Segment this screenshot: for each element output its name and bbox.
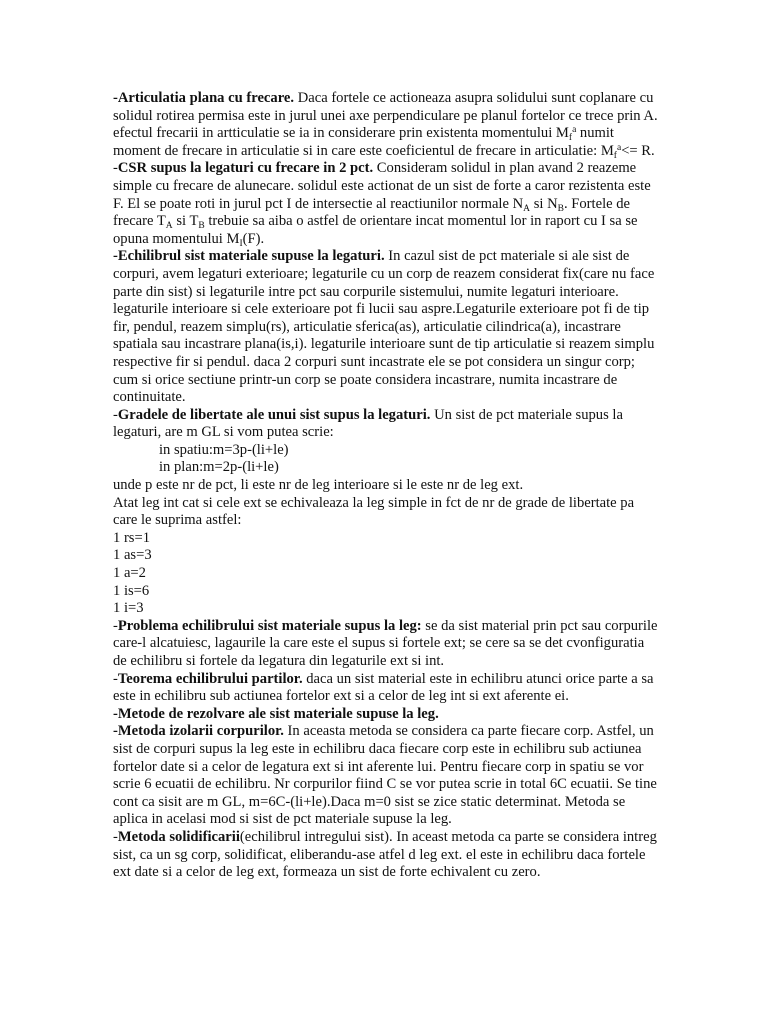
paragraph-articulatia-plana	[113, 90, 658, 160]
paragraph-text: (echilibrul intregului sist). In aceast metoda ca parte se considera intreg sist, ca un sg corp, solidificat, eliberandu-ase atfel d leg ext. el este in echilibru daca fortele ext date si a celor de leg ext, formeaza un sist de forte echivalent cu zero.	[113, 828, 657, 881]
heading-metoda-izolarii: -Metoda izolarii corpurilor.	[113, 723, 284, 740]
paragraph-text: Un sist de pct materiale supus la legaturi, are m GL si vom putea scrie:	[113, 406, 623, 441]
paragraph-teorema-echilibrului	[113, 671, 658, 706]
heading-echilibrul-sist: -Echilibrul sist materiale supuse la legaturi.	[113, 248, 385, 265]
subscript: A	[523, 203, 531, 214]
subscript: B	[198, 221, 205, 232]
paragraph-text: Daca fortele ce actioneaza asupra solidului sunt coplanare cu solidul rotirea permisa este in jurul unei axe perpendiculare pe planul fortelor ce trece prin A. efectul frecarii in artticulatie se ia in considerare prin existenta momentului M	[113, 90, 658, 142]
superscript: a	[616, 142, 622, 153]
paragraph-metode-rezolvare	[113, 706, 658, 724]
list-item: 1 a=2	[113, 565, 146, 582]
superscript: a	[572, 125, 577, 136]
paragraph-gradele-libertate	[113, 407, 658, 442]
paragraph-text: trebuie sa aiba o astfel de orientare incat momentul lor in raport cu I sa se opuna momentului M	[113, 213, 638, 247]
paragraph-text: si T	[172, 213, 199, 230]
paragraph-metoda-izolarii	[113, 723, 658, 829]
paragraph-text: Consideram solidul in plan avand 2 reazeme simple cu frecare de alunecare. solidul este actionat de un sist de forte a caror rezistenta este F. El se poate roti in jurul pct I de intersectie al reactiunilor normale N	[113, 160, 651, 212]
heading-csr-frecare: CSR supus la legaturi cu frecare in 2 pct.	[117, 160, 374, 177]
paragraph-text: . Fortele de frecare T	[113, 195, 631, 230]
dash: -	[113, 828, 118, 845]
list-item: 1 as=3	[113, 547, 152, 564]
document-page	[113, 90, 658, 882]
paragraph-csr-frecare	[113, 160, 658, 248]
list-item: 1 rs=1	[113, 529, 151, 546]
paragraph-text: In cazul sist de pct materiale si ale sist de corpuri, avem legaturi exterioare; legaturile cu un corp de reazem considerat fix(care nu face parte din sist) si legaturile intre pct sau corpurile sistemului, numite legaturi interioare. legaturile interioare si cele exterioare pot fi lucii sau aspre.Legaturile exterioare pot fi de tip fir, pendul, reazem simplu(rs), articulatie sferica(as), articulatie cilindrica(a), incastrare spatiala sau incastrare plana(is,i). legaturile interioare sunt de tip articulatie si reazem simplu respective fir si pendul. daca 2 corpuri sunt incastrate ele se pot considera un singur corp; cum si orice sectiune printr-un corp se poate considera incastrare, numita incastrare de continuitate.	[113, 248, 655, 406]
subscript: f	[568, 133, 573, 144]
formula-plan: in plan:m=2p-(li+le)	[159, 459, 279, 476]
heading-problema-echilibrului: Problema echilibrului sist materiale supus la leg:	[117, 617, 422, 634]
paragraph-metoda-solidificarii	[113, 829, 658, 882]
subscript: A	[165, 221, 173, 232]
paragraph-problema-echilibrului	[113, 618, 658, 671]
paragraph-text: si N	[530, 195, 558, 212]
list-item: 1 i=3	[113, 600, 144, 617]
dash: -	[113, 406, 118, 423]
dash: -	[113, 160, 118, 177]
dash: -	[113, 670, 118, 687]
subscript: B	[557, 203, 564, 214]
dash: -	[113, 617, 118, 634]
paragraph-text: se da sist material prin pct sau corpurile care-l alcatuiesc, lagaurile la care este el supus si fortele ext; se cere sa se det cvonfiguratia de echilibru si fortele da legatura din legaturile ext si int.	[113, 617, 658, 669]
subscript: I	[239, 238, 243, 249]
paragraph-text: (F).	[242, 230, 265, 247]
heading-teorema-echilibrului: Teorema echilibrului partilor.	[117, 670, 303, 687]
heading-gradele-libertate: Gradele de libertate ale unui sist supus la legaturi.	[117, 406, 431, 423]
subscript: f	[613, 150, 617, 161]
heading-metoda-solidificarii: Metoda solidificarii	[117, 828, 240, 845]
heading-articulatia-plana: -Articulatia plana cu frecare.	[113, 90, 295, 106]
paragraph-text: In aceasta metoda se considera ca parte fiecare corp. Astfel, un sist de corpuri supus la leg este in echilibru daca fiecare corp este in echilibru sub actiunea fortelor date si a celor de legatura ext si int aferente lui. Pentru fiecare corp in spatiu se vor scrie 6 ecuatii de echilibru. Nr corpurilor fiind C se vor putea scrie in total 6C ecuatii. Se tine cont ca sisit are m GL, m=6C-(li+le).Daca m=0 sist se zice static determinat. Metoda se aplica in acelasi mod si sist de pct materiale supuse la leg.	[113, 723, 657, 828]
paragraph-echilibrul-sist	[113, 248, 658, 406]
formula-spatiu: in spatiu:m=3p-(li+le)	[159, 441, 289, 458]
paragraph-text: <= R.	[621, 142, 655, 159]
text-line: Atat leg int cat si cele ext se echivaleaza la leg simple in fct de nr de grade de libertate pa care le suprima astfel:	[113, 494, 635, 529]
paragraph-text: numit moment de frecare in articulatie si in care este coeficientul de frecare in articulatie: M	[113, 125, 614, 159]
text-line: unde p este nr de pct, li este nr de leg interioare si le este nr de leg ext.	[113, 477, 524, 494]
heading-metode-rezolvare: -Metode de rezolvare ale sist materiale supuse la leg.	[113, 705, 439, 722]
list-item: 1 is=6	[113, 582, 150, 599]
paragraph-text: daca un sist material este in echilibru atunci orice parte a sa este in echilibru sub actiunea fortelor ext si a celor de leg int si ext aferente ei.	[113, 670, 654, 705]
